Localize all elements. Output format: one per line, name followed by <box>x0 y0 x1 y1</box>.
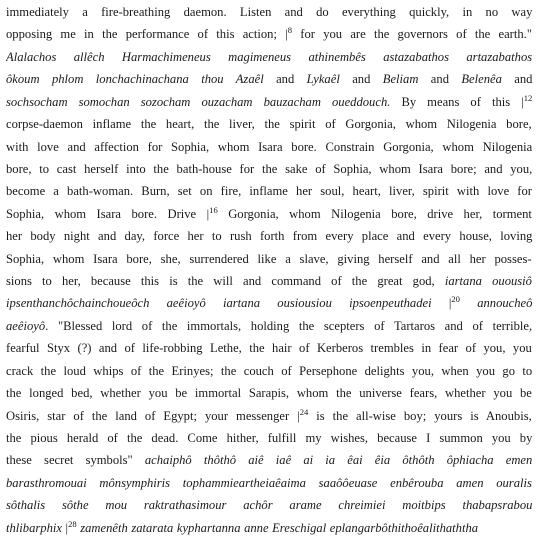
magical-word-text: Belenêa <box>461 72 502 87</box>
text-line <box>6 113 532 135</box>
text-line <box>6 1 532 23</box>
body-text: these secret symbols" <box>6 453 145 468</box>
body-text: . "Blessed lord of the immortals, holding the scepters of Tartaros and of terrible, <box>45 318 533 333</box>
text-line <box>6 472 532 494</box>
text-line <box>6 46 532 68</box>
body-text: is the all-wise boy; yours is Anoubis, <box>308 408 532 423</box>
body-text: and <box>339 72 383 87</box>
body-text: and <box>501 72 533 87</box>
text-line <box>6 292 532 314</box>
text-line <box>6 270 532 292</box>
body-text: for you are the governors of the earth." <box>292 27 532 42</box>
text-line <box>6 91 532 113</box>
magical-word-text: annoucheô <box>477 296 533 311</box>
body-text: the longed bed, whether you be immortal Sarapis, whom the universe fears, whether you be <box>6 386 532 401</box>
magical-word-text: aeêioyô <box>6 318 46 333</box>
text-line <box>6 494 532 516</box>
magical-word-text: achaiphô thôthô aiê iaê ai ia êai êia ôthôth ôphiacha emen <box>144 453 533 468</box>
body-text: Osiris, star of the land of Egypt; your messenger | <box>6 408 300 423</box>
text-line <box>6 68 532 90</box>
text-line <box>6 203 532 225</box>
line-number-marker: 24 <box>299 406 309 417</box>
text-line <box>6 158 532 180</box>
magical-word-text: ôkoum phlom lonchachinachana thou Azaêl <box>6 72 264 87</box>
text-line <box>6 136 532 158</box>
magical-word-text: iartana ouousiô <box>444 274 532 289</box>
text-line <box>6 180 532 202</box>
magical-word-text: sôthalis sôthe mou raktrathasimour achôr arame chreimiei moitbips thabapsrabou <box>6 498 533 513</box>
magical-word-text: barasthromouai mônsymphiris tophammieartheiaêaima saaôôeuase enbêrouba amen ouralis <box>6 475 532 490</box>
body-text: corpse-daemon inflame the heart, the liver, the spirit of Gorgonia, whom Nilogenia bore, <box>6 117 532 132</box>
body-text: | <box>61 520 69 535</box>
text-line <box>6 517 478 539</box>
text-line <box>6 405 532 427</box>
line-number-marker: 16 <box>209 204 218 215</box>
body-text: her body night and day, force her to rush forth from every place and every house, loving <box>6 229 533 244</box>
line-number-marker: 8 <box>287 25 293 36</box>
body-text: and <box>418 72 462 87</box>
text-line <box>6 427 532 449</box>
magical-word-text: Alalachos allêch Harmachimeneus magimeneus athinembês astazabathos artazabathos <box>6 49 533 64</box>
text-line <box>6 337 532 359</box>
magical-word-text: thlibarphix <box>6 520 62 535</box>
body-text: opposing me in the performance of this action; | <box>6 27 288 42</box>
body-text: crack the loud whips of the Erinyes; the couch of Persephone delights you, when you go to <box>6 363 533 378</box>
document-page <box>6 0 534 542</box>
body-text <box>460 296 477 310</box>
body-text: Sophia, whom Isara bore. Drive | <box>6 206 210 221</box>
body-text: | <box>431 296 452 311</box>
magical-word-text: ipsenthanchôchainchoueôch aeêioyô iartana ousiousiou ipsoenpeuthadei <box>6 296 432 311</box>
body-text: immediately a fire-breathing daemon. Listen and do everything quickly, in no way <box>6 5 533 19</box>
body-text: By means of this | <box>390 94 524 109</box>
text-line <box>6 382 532 404</box>
text-line <box>6 360 532 382</box>
line-number-marker: 12 <box>523 92 533 103</box>
body-text: the pious herald of the dead. Come hither, fulfill my wishes, because I summon you by <box>6 430 533 445</box>
magical-word-text: Beliam <box>382 72 419 87</box>
line-number-marker: 28 <box>68 518 77 529</box>
body-text: become a bath-woman. Burn, set on fire, inflame her soul, heart, liver, spirit with love for <box>6 184 532 199</box>
body-text: Sophia, whom Isara bore, she, surrendered like a slave, giving herself and all her posses- <box>6 251 532 266</box>
body-text: fearful Styx (?) and of life-robbing Lethe, the hair of Kerberos trembles in fear of you, you <box>6 341 532 356</box>
text-line <box>6 315 532 337</box>
body-text: Gorgonia, whom Nilogenia bore, drive her, torment <box>217 206 532 221</box>
magical-word-text: Lykaêl <box>306 72 340 87</box>
body-text: with love and affection for Sophia, whom Isara bore. Constrain Gorgonia, whom Nilogenia <box>6 139 533 154</box>
magical-word-text: sochsocham somochan sozocham ouzacham bauzacham oueddouch. <box>6 94 391 109</box>
magical-word-text: zamenêth zatarata kyphartanna anne Ereschigal eplangarbôthithoêalithaththa <box>80 520 479 535</box>
body-text: bore, to cast herself into the bath-house for the sake of Sophia, whom Isara bore; and you, <box>6 161 533 176</box>
text-line <box>6 225 532 247</box>
text-line <box>6 23 532 45</box>
body-text: sions to her, because this is the will and command of the great god, <box>6 274 445 289</box>
line-number-marker: 20 <box>451 294 460 305</box>
text-line <box>6 449 532 471</box>
body-text: and <box>263 72 307 87</box>
text-line <box>6 248 532 270</box>
